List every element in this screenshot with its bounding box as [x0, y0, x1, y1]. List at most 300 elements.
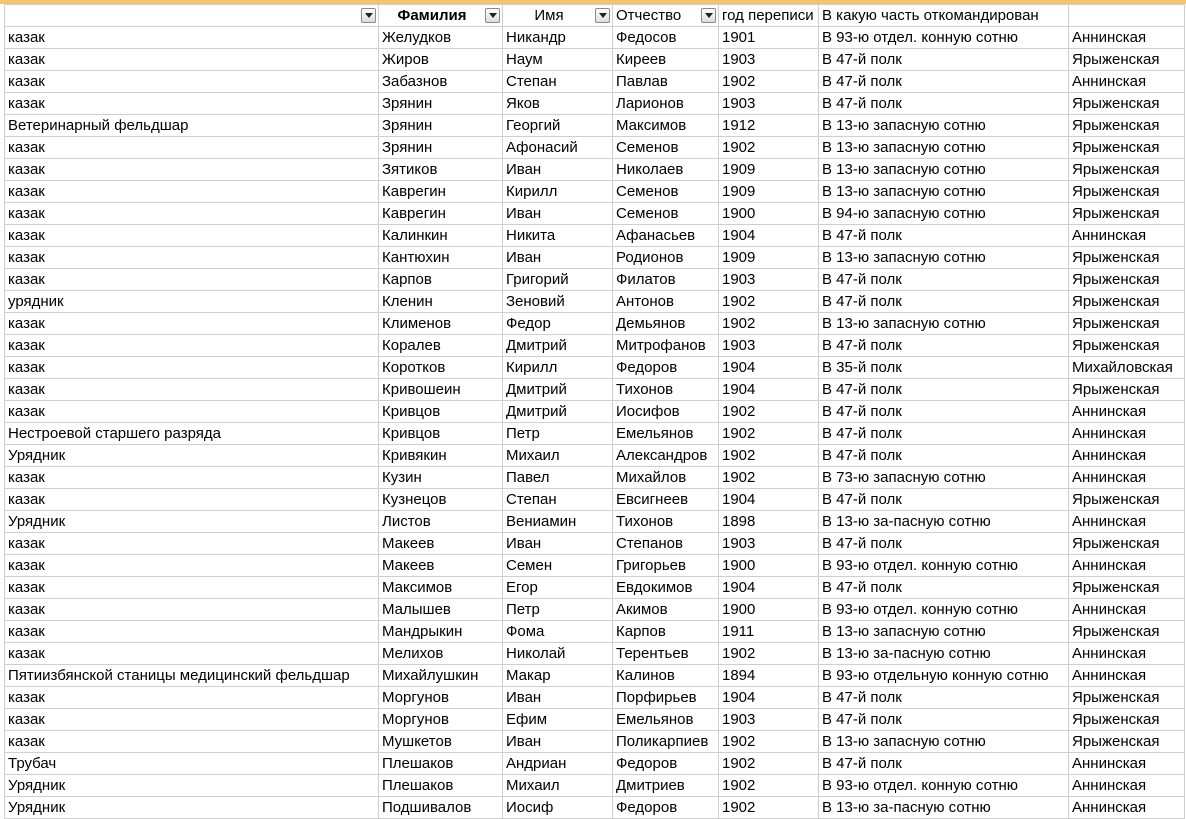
table-row	[5, 49, 1185, 71]
cell-patronymic[interactable]: Афанасьев	[613, 225, 719, 247]
table-row	[5, 27, 1185, 49]
cell-surname[interactable]: Калинкин	[379, 225, 503, 247]
cell-surname[interactable]: Забазнов	[379, 71, 503, 93]
table-row	[5, 269, 1185, 291]
cell-unit[interactable]: В 93-ю отдельную конную сотню	[819, 665, 1069, 687]
cell-surname[interactable]: Максимов	[379, 577, 503, 599]
cell-year[interactable]: 1909	[719, 247, 819, 269]
cell-year[interactable]: 1901	[719, 27, 819, 49]
cell-surname[interactable]: Кривякин	[379, 445, 503, 467]
cell-patronymic[interactable]: Карпов	[613, 621, 719, 643]
cell-rank[interactable]: Урядник	[5, 511, 379, 533]
cell-patronymic[interactable]: Акимов	[613, 599, 719, 621]
cell-rank[interactable]: казак	[5, 335, 379, 357]
cell-stanitsa[interactable]: Ярыженская	[1069, 115, 1185, 137]
cell-unit[interactable]: В 47-й полк	[819, 533, 1069, 555]
cell-stanitsa[interactable]: Ярыженская	[1069, 247, 1185, 269]
cell-rank[interactable]: казак	[5, 247, 379, 269]
cell-surname[interactable]: Коралев	[379, 335, 503, 357]
table-row	[5, 489, 1185, 511]
table-row	[5, 137, 1185, 159]
cell-surname[interactable]: Моргунов	[379, 687, 503, 709]
cell-unit[interactable]: В 47-й полк	[819, 49, 1069, 71]
cell-stanitsa[interactable]: Аннинская	[1069, 27, 1185, 49]
table-row	[5, 643, 1185, 665]
cell-rank[interactable]: казак	[5, 621, 379, 643]
cell-year[interactable]: 1902	[719, 467, 819, 489]
cell-year[interactable]: 1911	[719, 621, 819, 643]
cell-surname[interactable]: Малышев	[379, 599, 503, 621]
cell-patronymic[interactable]: Родионов	[613, 247, 719, 269]
filter-dropdown-icon[interactable]	[361, 8, 376, 23]
cell-year[interactable]: 1909	[719, 181, 819, 203]
cell-stanitsa[interactable]: Аннинская	[1069, 71, 1185, 93]
table-row	[5, 203, 1185, 225]
cell-rank[interactable]: казак	[5, 203, 379, 225]
cell-name[interactable]: Николай	[503, 643, 613, 665]
cell-rank[interactable]: казак	[5, 49, 379, 71]
cell-name[interactable]: Афонасий	[503, 137, 613, 159]
cell-year[interactable]: 1900	[719, 555, 819, 577]
cell-surname[interactable]: Листов	[379, 511, 503, 533]
cell-stanitsa[interactable]: Ярыженская	[1069, 379, 1185, 401]
cell-year[interactable]: 1900	[719, 203, 819, 225]
cell-stanitsa[interactable]: Ярыженская	[1069, 731, 1185, 753]
header-unit-label: В какую часть откомандирован	[822, 7, 1039, 24]
cell-stanitsa[interactable]: Ярыженская	[1069, 203, 1185, 225]
cell-patronymic[interactable]: Поликарпиев	[613, 731, 719, 753]
cell-name[interactable]: Иван	[503, 687, 613, 709]
cell-year[interactable]: 1904	[719, 577, 819, 599]
table-row	[5, 115, 1185, 137]
filter-dropdown-icon[interactable]	[595, 8, 610, 23]
cell-rank[interactable]: Нестроевой старшего разряда	[5, 423, 379, 445]
cell-unit[interactable]: В 47-й полк	[819, 291, 1069, 313]
cell-patronymic[interactable]: Иосифов	[613, 401, 719, 423]
cell-name[interactable]: Дмитрий	[503, 379, 613, 401]
cell-rank[interactable]: казак	[5, 731, 379, 753]
cell-year[interactable]: 1902	[719, 137, 819, 159]
cell-surname[interactable]: Кантюхин	[379, 247, 503, 269]
cell-stanitsa[interactable]: Ярыженская	[1069, 335, 1185, 357]
cell-rank[interactable]: казак	[5, 489, 379, 511]
cell-year[interactable]: 1902	[719, 643, 819, 665]
filter-dropdown-icon[interactable]	[485, 8, 500, 23]
table-row	[5, 71, 1185, 93]
cell-stanitsa[interactable]: Аннинская	[1069, 599, 1185, 621]
cell-patronymic[interactable]: Федосов	[613, 27, 719, 49]
cell-surname[interactable]: Макеев	[379, 533, 503, 555]
cell-patronymic[interactable]: Семенов	[613, 203, 719, 225]
cell-patronymic[interactable]: Евсигнеев	[613, 489, 719, 511]
cell-name[interactable]: Андриан	[503, 753, 613, 775]
cell-year[interactable]: 1902	[719, 775, 819, 797]
header-surname-label: Фамилия	[397, 7, 467, 24]
cell-stanitsa[interactable]: Ярыженская	[1069, 291, 1185, 313]
cell-stanitsa[interactable]: Ярыженская	[1069, 489, 1185, 511]
cell-patronymic[interactable]: Степанов	[613, 533, 719, 555]
cell-surname[interactable]: Кузин	[379, 467, 503, 489]
cell-rank[interactable]: казак	[5, 599, 379, 621]
cell-surname[interactable]: Зрянин	[379, 115, 503, 137]
cell-year[interactable]: 1903	[719, 335, 819, 357]
table-row	[5, 313, 1185, 335]
cell-name[interactable]: Павел	[503, 467, 613, 489]
cell-unit[interactable]: В 47-й полк	[819, 269, 1069, 291]
cell-year[interactable]: 1903	[719, 93, 819, 115]
table-row	[5, 665, 1185, 687]
cell-patronymic[interactable]: Семенов	[613, 137, 719, 159]
cell-unit[interactable]: В 13-ю запасную сотню	[819, 731, 1069, 753]
cell-rank[interactable]: казак	[5, 159, 379, 181]
cell-rank[interactable]: казак	[5, 357, 379, 379]
cell-year[interactable]: 1903	[719, 709, 819, 731]
cell-patronymic[interactable]: Александров	[613, 445, 719, 467]
cell-unit[interactable]: В 47-й полк	[819, 687, 1069, 709]
cell-unit[interactable]: В 13-ю запасную сотню	[819, 159, 1069, 181]
cell-name[interactable]: Вениамин	[503, 511, 613, 533]
cell-rank[interactable]: Урядник	[5, 797, 379, 819]
cell-year[interactable]: 1902	[719, 71, 819, 93]
cell-name[interactable]: Михаил	[503, 775, 613, 797]
cell-patronymic[interactable]: Филатов	[613, 269, 719, 291]
cell-name[interactable]: Дмитрий	[503, 335, 613, 357]
table-row	[5, 731, 1185, 753]
cell-surname[interactable]: Михайлушкин	[379, 665, 503, 687]
cell-year[interactable]: 1904	[719, 379, 819, 401]
cell-stanitsa[interactable]: Ярыженская	[1069, 709, 1185, 731]
table-row	[5, 533, 1185, 555]
cell-unit[interactable]: В 94-ю запасную сотню	[819, 203, 1069, 225]
cell-unit[interactable]: В 13-ю запасную сотню	[819, 621, 1069, 643]
cell-name[interactable]: Иван	[503, 247, 613, 269]
cell-surname[interactable]: Кленин	[379, 291, 503, 313]
cell-rank[interactable]: казак	[5, 533, 379, 555]
cell-year[interactable]: 1903	[719, 269, 819, 291]
cell-name[interactable]: Иван	[503, 533, 613, 555]
table-row	[5, 247, 1185, 269]
cell-patronymic[interactable]: Демьянов	[613, 313, 719, 335]
cell-stanitsa[interactable]: Аннинская	[1069, 775, 1185, 797]
cell-patronymic[interactable]: Николаев	[613, 159, 719, 181]
cell-surname[interactable]: Мелихов	[379, 643, 503, 665]
cell-patronymic[interactable]: Федоров	[613, 753, 719, 775]
cell-stanitsa[interactable]: Ярыженская	[1069, 93, 1185, 115]
cell-rank[interactable]: казак	[5, 401, 379, 423]
cell-stanitsa[interactable]: Михайловская	[1069, 357, 1185, 379]
cell-rank[interactable]: казак	[5, 27, 379, 49]
cell-unit[interactable]: В 47-й полк	[819, 379, 1069, 401]
cell-unit[interactable]: В 13-ю запасную сотню	[819, 137, 1069, 159]
cell-year[interactable]: 1912	[719, 115, 819, 137]
cell-unit[interactable]: В 47-й полк	[819, 71, 1069, 93]
cell-surname[interactable]: Каврегин	[379, 203, 503, 225]
cell-unit[interactable]: В 47-й полк	[819, 93, 1069, 115]
cell-name[interactable]: Иван	[503, 731, 613, 753]
header-name	[503, 5, 613, 27]
header-patronymic-label: Отчество	[616, 7, 682, 24]
cell-stanitsa[interactable]: Аннинская	[1069, 225, 1185, 247]
cell-rank[interactable]: казак	[5, 181, 379, 203]
cell-patronymic[interactable]: Калинов	[613, 665, 719, 687]
cell-patronymic[interactable]: Емельянов	[613, 423, 719, 445]
cell-name[interactable]: Наум	[503, 49, 613, 71]
cell-unit[interactable]: В 47-й полк	[819, 423, 1069, 445]
cell-surname[interactable]: Мушкетов	[379, 731, 503, 753]
table-row	[5, 775, 1185, 797]
cell-rank[interactable]: казак	[5, 687, 379, 709]
cell-year[interactable]: 1898	[719, 511, 819, 533]
cell-stanitsa[interactable]: Ярыженская	[1069, 49, 1185, 71]
cell-rank[interactable]: казак	[5, 93, 379, 115]
cell-surname[interactable]: Зрянин	[379, 137, 503, 159]
cell-unit[interactable]: В 13-ю за-пасную сотню	[819, 797, 1069, 819]
cell-patronymic[interactable]: Митрофанов	[613, 335, 719, 357]
cell-rank[interactable]: казак	[5, 643, 379, 665]
cell-unit[interactable]: В 13-ю запасную сотню	[819, 247, 1069, 269]
cell-patronymic[interactable]: Антонов	[613, 291, 719, 313]
cell-patronymic[interactable]: Павлав	[613, 71, 719, 93]
cell-name[interactable]: Михаил	[503, 445, 613, 467]
cell-rank[interactable]: казак	[5, 577, 379, 599]
cell-year[interactable]: 1900	[719, 599, 819, 621]
cell-patronymic[interactable]: Григорьев	[613, 555, 719, 577]
cell-stanitsa[interactable]: Ярыженская	[1069, 621, 1185, 643]
cell-name[interactable]: Георгий	[503, 115, 613, 137]
cell-stanitsa[interactable]: Аннинская	[1069, 445, 1185, 467]
cell-rank[interactable]: казак	[5, 269, 379, 291]
cell-surname[interactable]: Кривцов	[379, 401, 503, 423]
cell-unit[interactable]: В 93-ю отдел. конную сотню	[819, 27, 1069, 49]
cell-year[interactable]: 1904	[719, 225, 819, 247]
cell-patronymic[interactable]: Ларионов	[613, 93, 719, 115]
cell-patronymic[interactable]: Федоров	[613, 357, 719, 379]
cell-rank[interactable]: казак	[5, 313, 379, 335]
cell-surname[interactable]: Каврегин	[379, 181, 503, 203]
table-row	[5, 181, 1185, 203]
cell-year[interactable]: 1902	[719, 753, 819, 775]
cell-surname[interactable]: Карпов	[379, 269, 503, 291]
cell-name[interactable]: Степан	[503, 489, 613, 511]
cell-rank[interactable]: урядник	[5, 291, 379, 313]
cell-surname[interactable]: Зятиков	[379, 159, 503, 181]
cell-year[interactable]: 1904	[719, 687, 819, 709]
cell-year[interactable]: 1902	[719, 401, 819, 423]
cell-rank[interactable]: казак	[5, 137, 379, 159]
cell-unit[interactable]: В 93-ю отдел. конную сотню	[819, 775, 1069, 797]
cell-surname[interactable]: Кузнецов	[379, 489, 503, 511]
table-row	[5, 511, 1185, 533]
cell-year[interactable]: 1902	[719, 445, 819, 467]
cell-surname[interactable]: Жиров	[379, 49, 503, 71]
cell-patronymic[interactable]: Терентьев	[613, 643, 719, 665]
cell-unit[interactable]: В 13-ю за-пасную сотню	[819, 511, 1069, 533]
cell-year[interactable]: 1894	[719, 665, 819, 687]
cell-rank[interactable]: казак	[5, 709, 379, 731]
cell-name[interactable]: Семен	[503, 555, 613, 577]
cell-surname[interactable]: Коротков	[379, 357, 503, 379]
cell-surname[interactable]: Кривцов	[379, 423, 503, 445]
cell-unit[interactable]: В 47-й полк	[819, 577, 1069, 599]
cell-patronymic[interactable]: Федоров	[613, 797, 719, 819]
header-patronymic	[613, 5, 719, 27]
cell-stanitsa[interactable]: Ярыженская	[1069, 181, 1185, 203]
cell-name[interactable]: Ефим	[503, 709, 613, 731]
cell-stanitsa[interactable]: Ярыженская	[1069, 577, 1185, 599]
table-row	[5, 401, 1185, 423]
cell-surname[interactable]: Подшивалов	[379, 797, 503, 819]
cell-stanitsa[interactable]: Ярыженская	[1069, 269, 1185, 291]
cell-unit[interactable]: В 47-й полк	[819, 709, 1069, 731]
cell-year[interactable]: 1902	[719, 291, 819, 313]
cell-rank[interactable]: казак	[5, 555, 379, 577]
cell-name[interactable]: Кирилл	[503, 181, 613, 203]
table-row	[5, 93, 1185, 115]
cell-name[interactable]: Иван	[503, 203, 613, 225]
cell-rank[interactable]: казак	[5, 467, 379, 489]
cell-surname[interactable]: Мандрыкин	[379, 621, 503, 643]
table-row	[5, 225, 1185, 247]
cell-name[interactable]: Макар	[503, 665, 613, 687]
spreadsheet-table	[4, 4, 1185, 819]
cell-patronymic[interactable]: Тихонов	[613, 511, 719, 533]
cell-unit[interactable]: В 47-й полк	[819, 445, 1069, 467]
cell-unit[interactable]: В 13-ю запасную сотню	[819, 181, 1069, 203]
cell-stanitsa[interactable]: Ярыженская	[1069, 533, 1185, 555]
cell-unit[interactable]: В 13-ю за-пасную сотню	[819, 643, 1069, 665]
header-year-label: год переписи	[722, 7, 814, 24]
cell-year[interactable]: 1902	[719, 423, 819, 445]
cell-year[interactable]: 1909	[719, 159, 819, 181]
cell-rank[interactable]: казак	[5, 379, 379, 401]
header-rank	[5, 5, 379, 27]
cell-stanitsa[interactable]: Ярыженская	[1069, 159, 1185, 181]
header-unit	[819, 5, 1069, 27]
table-row	[5, 445, 1185, 467]
cell-year[interactable]: 1904	[719, 489, 819, 511]
table-row	[5, 709, 1185, 731]
cell-patronymic[interactable]: Киреев	[613, 49, 719, 71]
cell-stanitsa[interactable]: Аннинская	[1069, 511, 1185, 533]
cell-surname[interactable]: Зрянин	[379, 93, 503, 115]
cell-surname[interactable]: Желудков	[379, 27, 503, 49]
cell-name[interactable]: Степан	[503, 71, 613, 93]
cell-stanitsa[interactable]: Аннинская	[1069, 467, 1185, 489]
cell-year[interactable]: 1904	[719, 357, 819, 379]
cell-name[interactable]: Фома	[503, 621, 613, 643]
cell-patronymic[interactable]: Евдокимов	[613, 577, 719, 599]
cell-surname[interactable]: Кривошеин	[379, 379, 503, 401]
cell-rank[interactable]: Урядник	[5, 775, 379, 797]
cell-surname[interactable]: Плешаков	[379, 775, 503, 797]
header-name-label: Имя	[534, 7, 564, 24]
cell-stanitsa[interactable]: Аннинская	[1069, 797, 1185, 819]
cell-year[interactable]: 1902	[719, 313, 819, 335]
cell-stanitsa[interactable]: Аннинская	[1069, 643, 1185, 665]
cell-unit[interactable]: В 73-ю запасную сотню	[819, 467, 1069, 489]
cell-surname[interactable]: Плешаков	[379, 753, 503, 775]
cell-name[interactable]: Яков	[503, 93, 613, 115]
table-row	[5, 291, 1185, 313]
cell-stanitsa[interactable]: Аннинская	[1069, 665, 1185, 687]
cell-name[interactable]: Егор	[503, 577, 613, 599]
table-row	[5, 555, 1185, 577]
cell-name[interactable]: Петр	[503, 599, 613, 621]
cell-rank[interactable]: казак	[5, 71, 379, 93]
table-row	[5, 599, 1185, 621]
cell-name[interactable]: Кирилл	[503, 357, 613, 379]
filter-dropdown-icon[interactable]	[701, 8, 716, 23]
cell-year[interactable]: 1902	[719, 731, 819, 753]
table-row	[5, 467, 1185, 489]
cell-stanitsa[interactable]: Ярыженская	[1069, 687, 1185, 709]
cell-year[interactable]: 1902	[719, 797, 819, 819]
header-row	[5, 5, 1185, 27]
cell-unit[interactable]: В 35-й полк	[819, 357, 1069, 379]
cell-stanitsa[interactable]: Аннинская	[1069, 423, 1185, 445]
cell-patronymic[interactable]: Порфирьев	[613, 687, 719, 709]
cell-year[interactable]: 1903	[719, 533, 819, 555]
cell-stanitsa[interactable]: Аннинская	[1069, 401, 1185, 423]
table-row	[5, 335, 1185, 357]
cell-patronymic[interactable]: Михайлов	[613, 467, 719, 489]
cell-patronymic[interactable]: Емельянов	[613, 709, 719, 731]
cell-stanitsa[interactable]: Ярыженская	[1069, 137, 1185, 159]
cell-unit[interactable]: В 47-й полк	[819, 335, 1069, 357]
table-row	[5, 621, 1185, 643]
cell-rank[interactable]: казак	[5, 225, 379, 247]
cell-name[interactable]: Зеновий	[503, 291, 613, 313]
header-stanitsa	[1069, 5, 1185, 27]
header-year	[719, 5, 819, 27]
cell-patronymic[interactable]: Тихонов	[613, 379, 719, 401]
table-row	[5, 753, 1185, 775]
cell-rank[interactable]: Пятиизбянской станицы медицинский фельдшар	[5, 665, 379, 687]
cell-stanitsa[interactable]: Аннинская	[1069, 555, 1185, 577]
cell-unit[interactable]: В 13-ю запасную сотню	[819, 115, 1069, 137]
cell-rank[interactable]: Трубач	[5, 753, 379, 775]
cell-stanitsa[interactable]: Аннинская	[1069, 753, 1185, 775]
cell-patronymic[interactable]: Семенов	[613, 181, 719, 203]
cell-unit[interactable]: В 13-ю запасную сотню	[819, 313, 1069, 335]
cell-unit[interactable]: В 47-й полк	[819, 401, 1069, 423]
cell-name[interactable]: Петр	[503, 423, 613, 445]
cell-name[interactable]: Григорий	[503, 269, 613, 291]
cell-surname[interactable]: Макеев	[379, 555, 503, 577]
cell-unit[interactable]: В 93-ю отдел. конную сотню	[819, 555, 1069, 577]
cell-name[interactable]: Никандр	[503, 27, 613, 49]
cell-name[interactable]: Иосиф	[503, 797, 613, 819]
cell-name[interactable]: Федор	[503, 313, 613, 335]
cell-year[interactable]: 1903	[719, 49, 819, 71]
cell-name[interactable]: Никита	[503, 225, 613, 247]
table-row	[5, 159, 1185, 181]
cell-rank[interactable]: Урядник	[5, 445, 379, 467]
cell-name[interactable]: Дмитрий	[503, 401, 613, 423]
cell-unit[interactable]: В 93-ю отдел. конную сотню	[819, 599, 1069, 621]
cell-unit[interactable]: В 47-й полк	[819, 753, 1069, 775]
cell-name[interactable]: Иван	[503, 159, 613, 181]
cell-surname[interactable]: Моргунов	[379, 709, 503, 731]
cell-patronymic[interactable]: Дмитриев	[613, 775, 719, 797]
cell-unit[interactable]: В 47-й полк	[819, 225, 1069, 247]
cell-rank[interactable]: Ветеринарный фельдшар	[5, 115, 379, 137]
cell-patronymic[interactable]: Максимов	[613, 115, 719, 137]
cell-stanitsa[interactable]: Ярыженская	[1069, 313, 1185, 335]
cell-surname[interactable]: Клименов	[379, 313, 503, 335]
table-row	[5, 423, 1185, 445]
cell-unit[interactable]: В 47-й полк	[819, 489, 1069, 511]
